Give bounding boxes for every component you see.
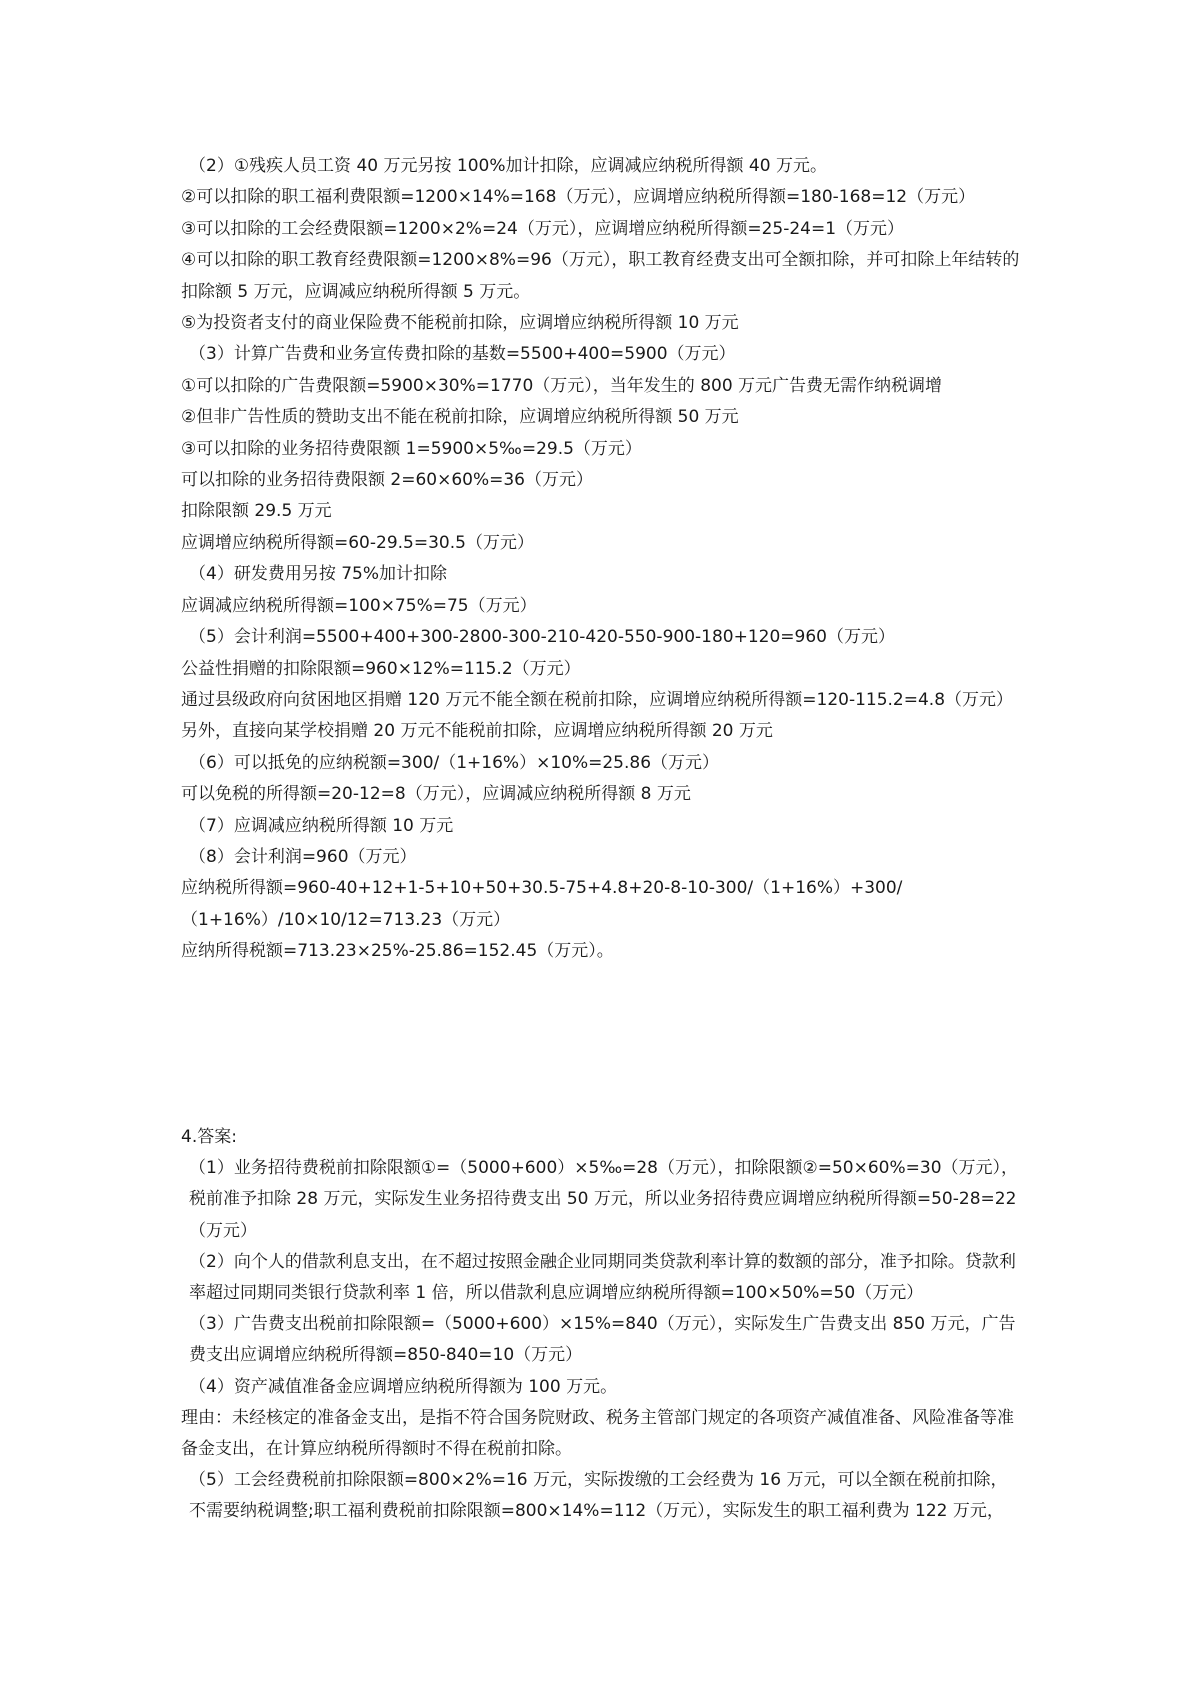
- paragraph-line: ①可以扣除的广告费限额=5900×30%=1770（万元），当年发生的 800 万元广告费无需作纳税调增: [181, 375, 943, 396]
- paragraph-line: 应纳税所得额=960-40+12+1-5+10+50+30.5-75+4.8+20-8-10-300/（1+16%）+300/（1+16%）/10×10/12=713.23（万元）: [181, 878, 903, 930]
- paragraph-line: 理由：未经核定的准备金支出，是指不符合国务院财政、税务主管部门规定的各项资产减值准备、风险准备等准备金支出，在计算应纳税所得额时不得在税前扣除。: [181, 1407, 1014, 1460]
- paragraph-line: ②可以扣除的职工福利费限额=1200×14%=168（万元），应调增应纳税所得额=180-168=12（万元）: [181, 187, 976, 208]
- paragraph-line: 应调增应纳税所得额=60-29.5=30.5（万元）: [181, 532, 534, 553]
- paragraph-line: ②但非广告性质的赞助支出不能在税前扣除，应调增应纳税所得额 50 万元: [181, 407, 739, 428]
- paragraph-line: （4）资产减值准备金应调增应纳税所得额为 100 万元。: [189, 1376, 618, 1397]
- paragraph-line: （3）计算广告费和业务宣传费扣除的基数=5500+400=5900（万元）: [189, 344, 736, 365]
- answer-section-continued: [181, 151, 1021, 968]
- paragraph-line: ③可以扣除的业务招待费限额 1=5900×5‰=29.5（万元）: [181, 438, 642, 459]
- paragraph-line: 通过县级政府向贫困地区捐赠 120 万元不能全额在税前扣除，应调增应纳税所得额=120-115.2=4.8（万元）: [181, 689, 1014, 710]
- paragraph-line: ⑤为投资者支付的商业保险费不能税前扣除，应调增应纳税所得额 10 万元: [181, 313, 739, 334]
- paragraph-line: （3）广告费支出税前扣除限额=（5000+600）×15%=840（万元），实际发生广告费支出 850 万元，广告费支出应调增应纳税所得额=850-840=10（万元）: [189, 1314, 1016, 1366]
- section-heading: 4.答案:: [181, 1127, 237, 1147]
- paragraph-line: （8）会计利润=960（万元）: [189, 846, 417, 867]
- paragraph-line: （2）向个人的借款利息支出，在不超过按照金融企业同期同类贷款利率计算的数额的部分，准予扣除。贷款利率超过同期同类银行贷款利率 1 倍，所以借款利息应调增应纳税所得额=100×50%=50（万元）: [189, 1251, 1016, 1304]
- paragraph-line: 可以扣除的业务招待费限额 2=60×60%=36（万元）: [181, 470, 594, 491]
- paragraph-line: 另外，直接向某学校捐赠 20 万元不能税前扣除，应调增应纳税所得额 20 万元: [181, 721, 773, 742]
- paragraph-line: （5）工会经费税前扣除限额=800×2%=16 万元，实际拨缴的工会经费为 16 万元，可以全额在税前扣除，不需要纳税调整;职工福利费税前扣除限额=800×14%=112（万元），实际发生的职工福利费为 122 万元，: [189, 1470, 1008, 1522]
- paragraph-line: （1）业务招待费税前扣除限额①=（5000+600）×5‰=28（万元），扣除限额②=50×60%=30（万元），税前准予扣除 28 万元，实际发生业务招待费支出 50 万元，所以业务招待费应调增应纳税所得额=50-28=22（万元）: [189, 1158, 1019, 1241]
- paragraph-line: ④可以扣除的职工教育经费限额=1200×8%=96（万元），职工教育经费支出可全额扣除，并可扣除上年结转的扣除额 5 万元，应调减应纳税所得额 5 万元。: [181, 250, 1020, 302]
- paragraph-line: 应调减应纳税所得额=100×75%=75（万元）: [181, 595, 537, 616]
- paragraph-line: 可以免税的所得额=20-12=8（万元），应调减应纳税所得额 8 万元: [181, 784, 691, 805]
- paragraph-line: （2）①残疾人员工资 40 万元另按 100%加计扣除，应调减应纳税所得额 40 万元。: [189, 156, 827, 176]
- paragraph-line: （4）研发费用另按 75%加计扣除: [189, 564, 448, 585]
- paragraph-line: （7）应调减应纳税所得额 10 万元: [189, 815, 454, 836]
- paragraph-line: （6）可以抵免的应纳税额=300/（1+16%）×10%=25.86（万元）: [189, 752, 720, 773]
- paragraph-line: ③可以扣除的工会经费限额=1200×2%=24（万元），应调增应纳税所得额=25-24=1（万元）: [181, 218, 905, 239]
- paragraph-line: 应纳所得税额=713.23×25%-25.86=152.45（万元）。: [181, 941, 614, 962]
- paragraph-line: 扣除限额 29.5 万元: [181, 501, 332, 522]
- answer-section-4: [181, 1122, 1021, 1528]
- paragraph-line: （5）会计利润=5500+400+300-2800-300-210-420-550-900-180+120=960（万元）: [189, 627, 895, 648]
- paragraph-line: 公益性捐赠的扣除限额=960×12%=115.2（万元）: [181, 658, 581, 679]
